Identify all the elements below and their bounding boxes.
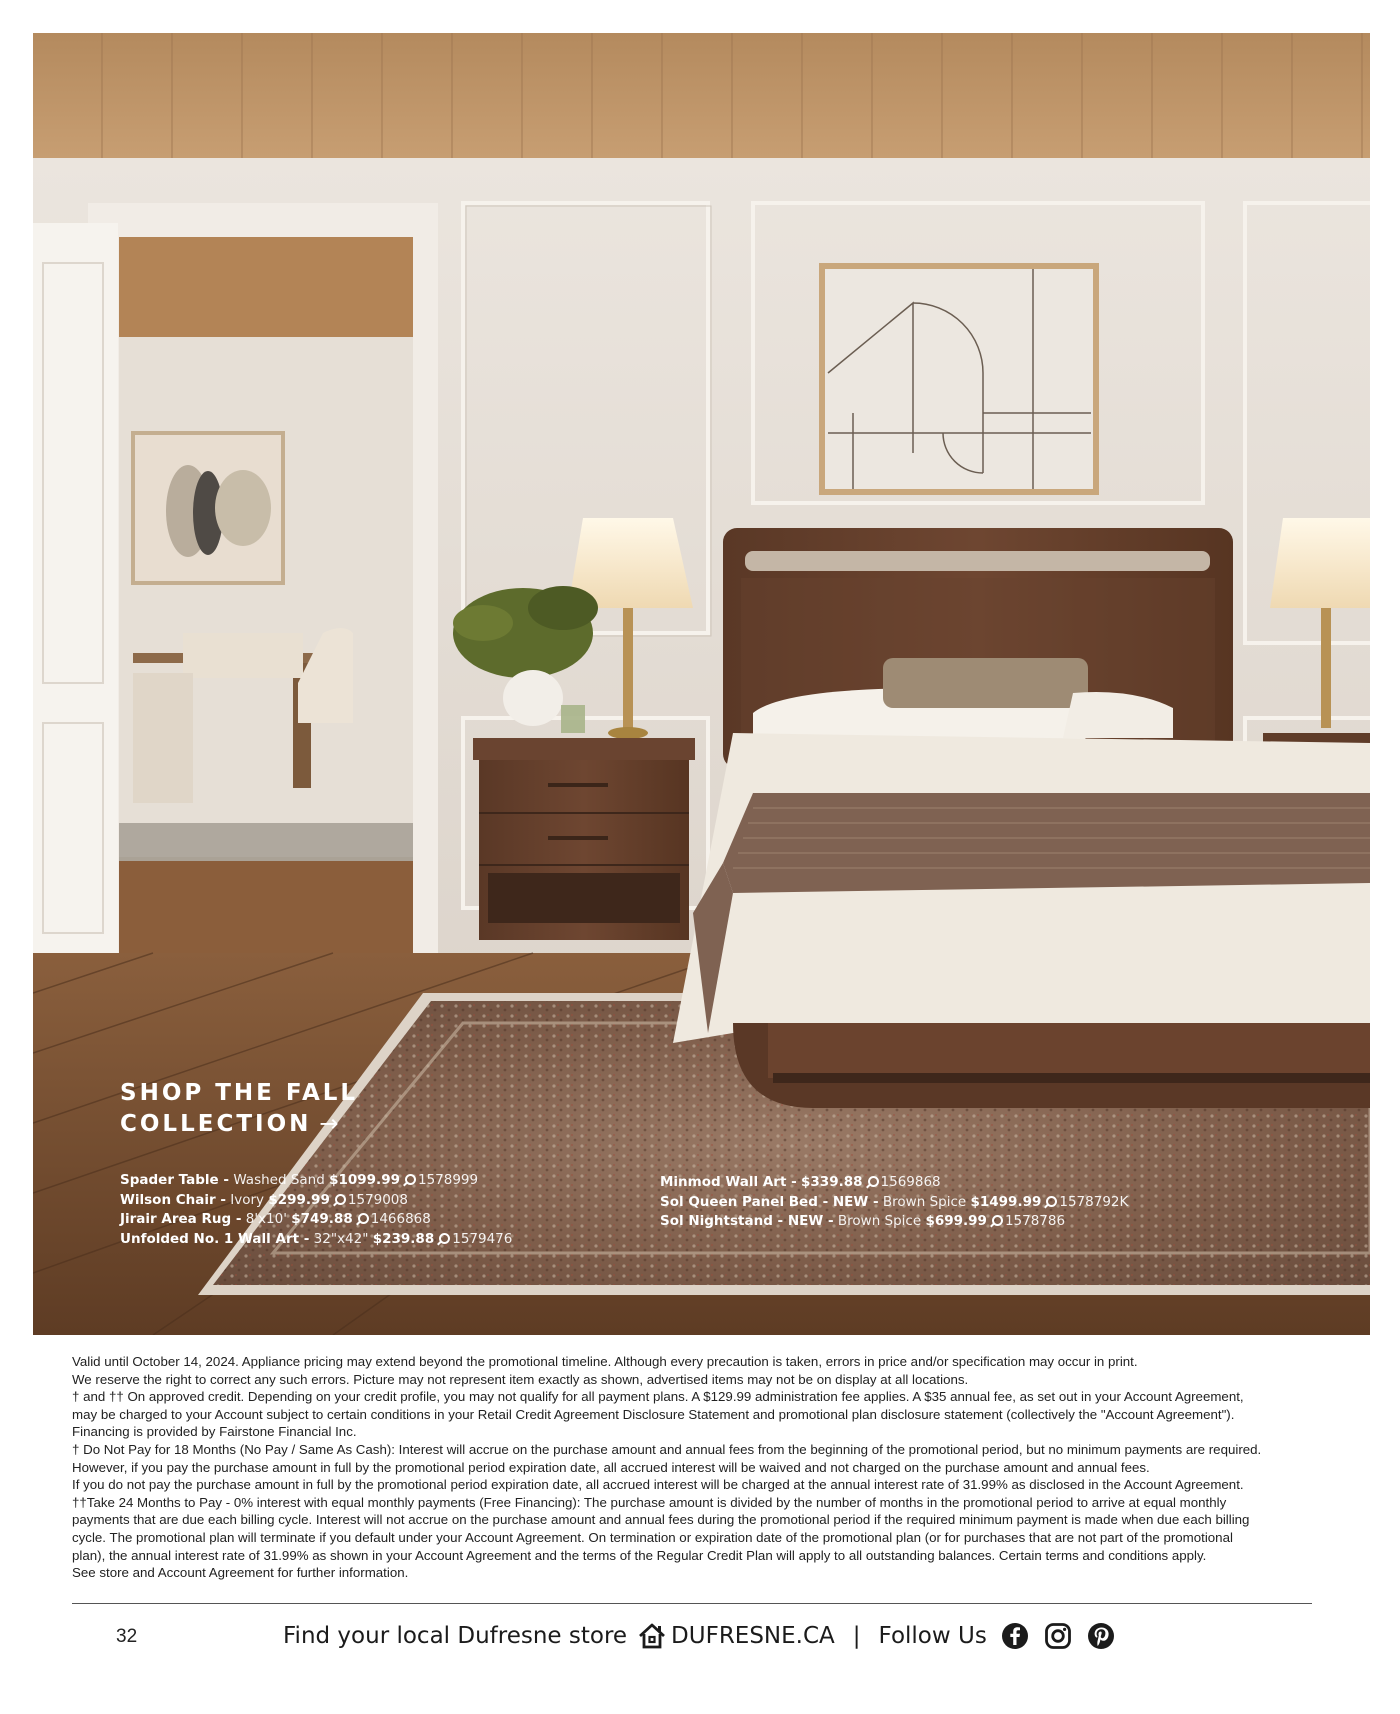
product-price: $699.99 xyxy=(925,1213,987,1229)
pinterest-icon[interactable] xyxy=(1087,1622,1115,1650)
follow-us-label: Follow Us xyxy=(878,1623,987,1649)
product-price: $299.99 xyxy=(268,1191,330,1208)
product-sku: 1578786 xyxy=(1004,1213,1066,1229)
product-item xyxy=(120,1210,512,1230)
website-link[interactable]: DUFRESNE.CA xyxy=(671,1623,835,1649)
product-name: Sol Nightstand - NEW - xyxy=(660,1213,834,1229)
product-price: $239.88 xyxy=(372,1230,435,1247)
legal-line: Valid until October 14, 2024. Appliance pricing may extend beyond the promotional timeline. Although every precaution is taken, errors in price and/or specification may occur in print. xyxy=(72,1354,1138,1369)
legal-line: payments that are due each billing cycle. Interest will not accrue on the purchase amount and annual fees during the promotional period if the required minimum payment is made when due each billing xyxy=(72,1512,1250,1528)
product-item xyxy=(120,1230,512,1250)
product-item xyxy=(660,1212,1128,1232)
product-sku: 1579008 xyxy=(347,1191,408,1208)
legal-line: Financing is provided by Fairstone Financial Inc. xyxy=(72,1424,357,1440)
legal-line: If you do not pay the purchase amount in full by the promotional period expiration date, all accrued interest will be charged at the annual interest rate of 31.99% as disclosed in the Account Agreement. xyxy=(72,1477,1244,1493)
legal-line: † Do Not Pay for 18 Months (No Pay / Same As Cash): Interest will accrue on the purchase amount and annual fees from the beginning of the promotional period, but no minimum payments are required. xyxy=(72,1441,1262,1457)
arrow-right-icon: → xyxy=(319,1111,342,1137)
product-detail: Ivory xyxy=(230,1191,265,1208)
page-number: 32 xyxy=(116,1626,138,1647)
facebook-icon[interactable] xyxy=(1001,1622,1029,1650)
product-detail: 8'x10' xyxy=(245,1211,287,1227)
product-price: $1099.99 xyxy=(329,1172,400,1188)
product-sku: 1579476 xyxy=(452,1230,513,1247)
product-list-left xyxy=(120,1171,512,1249)
magnifier-icon xyxy=(992,1215,1003,1226)
store-locator-text: Find your local Dufresne store xyxy=(283,1623,628,1649)
legal-line: See store and Account Agreement for further information. xyxy=(72,1565,409,1581)
legal-line: † and †† On approved credit. Depending on your credit profile, you may not qualify for all payment plans. A $129.99 administration fee applies. A $35 annual fee, as set out in your Account Agreement, xyxy=(72,1389,1244,1405)
magnifier-icon xyxy=(868,1176,879,1187)
product-name: Spader Table - xyxy=(120,1172,230,1188)
product-item xyxy=(660,1193,1128,1213)
product-detail: 32"x42" xyxy=(313,1230,369,1247)
product-name: Minmod Wall Art - xyxy=(660,1174,797,1190)
magnifier-icon xyxy=(439,1233,450,1244)
legal-line: plan), the annual interest rate of 31.99% as shown in your Account Agreement and the terms of the Regular Credit Plan will apply to all outstanding balances. Certain terms and conditions apply. xyxy=(72,1547,1207,1563)
product-detail: Washed Sand xyxy=(233,1172,325,1188)
hero-image xyxy=(33,33,1370,1335)
cta-line-1: SHOP THE FALL xyxy=(120,1080,359,1106)
magnifier-icon xyxy=(1046,1196,1057,1207)
shop-fall-collection-link[interactable] xyxy=(120,1078,358,1140)
legal-line: We reserve the right to correct any such errors. Picture may not represent item exactly as shown, advertised items may not be on display at all locations. xyxy=(72,1371,969,1387)
product-item xyxy=(660,1173,1128,1193)
product-sku: 1578792K xyxy=(1059,1193,1129,1210)
product-name: Sol Queen Panel Bed - NEW - xyxy=(660,1193,879,1210)
footer-bar xyxy=(283,1619,1130,1653)
legal-line: ††Take 24 Months to Pay - 0% interest with equal monthly payments (Free Financing): The purchase amount is divided by the number of months in the promotional period to arrive at equal monthly xyxy=(72,1494,1227,1510)
separator: | xyxy=(852,1623,861,1649)
product-item xyxy=(120,1171,512,1191)
product-name: Jirair Area Rug - xyxy=(120,1211,242,1227)
product-sku: 1578999 xyxy=(417,1172,479,1188)
product-price: $339.88 xyxy=(801,1174,863,1190)
legal-line: cycle. The promotional plan will terminate if you default under your Account Agreement. On termination or expiration date of the promotional plan (or for purchases that are not part of the promotional xyxy=(72,1529,1233,1545)
product-sku: 1466868 xyxy=(370,1211,431,1227)
magnifier-icon xyxy=(335,1194,346,1205)
product-name: Wilson Chair - xyxy=(120,1191,226,1208)
product-detail: Brown Spice xyxy=(882,1193,967,1210)
product-item xyxy=(120,1191,512,1211)
legal-line: However, if you pay the purchase amount in full by the promotional period expiration date, all accrued interest will be waived and not charged on the purchase amount and annual fees. xyxy=(72,1459,1150,1475)
cta-line-2: COLLECTION xyxy=(120,1111,312,1137)
product-sku: 1569868 xyxy=(880,1174,941,1190)
product-price: $749.88 xyxy=(291,1211,353,1227)
product-price: $1499.99 xyxy=(970,1193,1042,1210)
product-list-right xyxy=(660,1173,1128,1232)
magnifier-icon xyxy=(358,1213,369,1224)
magnifier-icon xyxy=(405,1174,416,1185)
product-detail: Brown Spice xyxy=(837,1213,922,1229)
legal-disclaimer xyxy=(72,1353,1347,1582)
home-icon xyxy=(637,1622,667,1650)
legal-line: may be charged to your Account subject to certain conditions in your Retail Credit Agreement Disclosure Statement and promotional plan disclosure statement (collectively the "Account Agreement"). xyxy=(72,1406,1235,1422)
instagram-icon[interactable] xyxy=(1044,1622,1072,1650)
footer-divider xyxy=(72,1603,1312,1604)
product-name: Unfolded No. 1 Wall Art - xyxy=(120,1230,310,1247)
